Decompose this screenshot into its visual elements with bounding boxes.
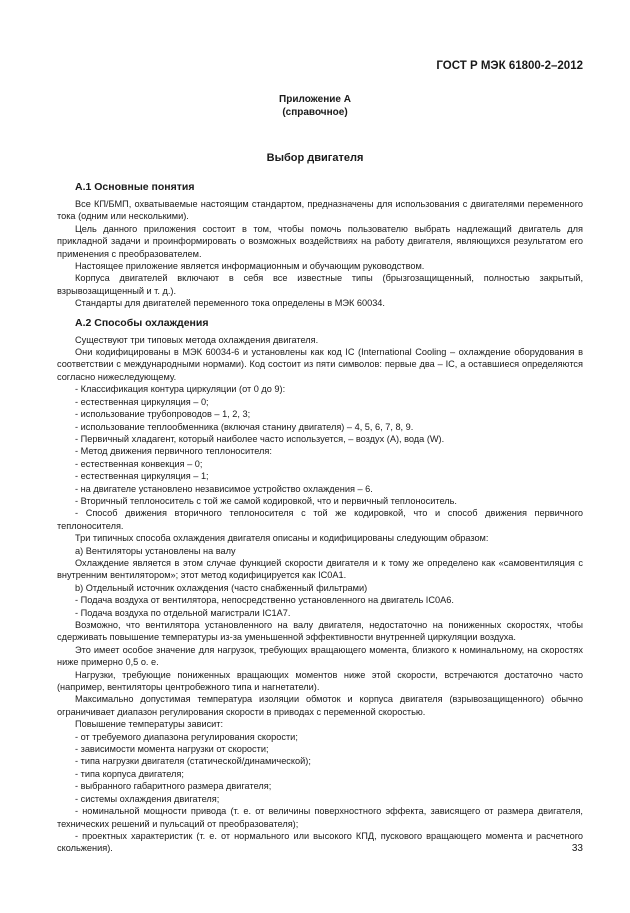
paragraph: - типа корпуса двигателя; [75, 768, 184, 779]
paragraph: - Вторичный теплоноситель с той же самой кодировкой, что и первичный теплоноситель. [75, 495, 457, 506]
paragraph: Возможно, что вентилятора установленного на валу двигателя, недостаточно на пониженных скоростях, чтобы сдерживать повышение температуры из-за уменьшенной эффективности внутренней циркуляции воздуха. [57, 620, 583, 643]
paragraph: - типа нагрузки двигателя (статической/динамической); [75, 756, 311, 767]
paragraph: - естественная циркуляция – 1; [75, 471, 209, 482]
paragraph: Существуют три типовых метода охлаждения двигателя. [75, 334, 319, 345]
paragraph: - выбранного габаритного размера двигателя; [75, 781, 272, 792]
paragraph: Стандарты для двигателей переменного тока определены в МЭК 60034. [75, 298, 385, 309]
paragraph: Охлаждение является в этом случае функцией скорости двигателя и к тому же определено как «самовентиляция с внутренним вентилятором»; этот метод кодифицируется как IC0A1. [57, 557, 583, 581]
paragraph: Максимально допустимая температура изоляции обмоток и корпуса двигателя (взрывозащищенного) обычно ограничивает диапазон регулирования скорости в приводах с переменной скоростью. [57, 694, 583, 717]
paragraph: Они кодифицированы в МЭК 60034-6 и установлены как код IC (International Cooling – охлаждение оборудования в соответствии с международными нормами). Код состоит из пяти символов: первые два – IC, а оставшиеся определяются согласно нижеследующему. [57, 347, 583, 382]
paragraph: b) Отдельный источник охлаждения (часто снабженный фильтрами) [75, 582, 368, 593]
section-heading: А.2 Способы охлаждения [75, 316, 209, 329]
document-body [57, 180, 583, 855]
paragraph: - номинальной мощности привода (т. е. от величины поверхностного эффекта, зависящего от размера двигателя, технических решений и пульсаций от преобразователя); [57, 806, 583, 829]
paragraph: - Классификация контура циркуляции (от 0 до 9): [75, 384, 286, 395]
paragraph: - использование теплообменника (включая станину двигателя) – 4, 5, 6, 7, 8, 9. [75, 421, 414, 432]
paragraph: Нагрузки, требующие пониженных вращающих моментов ниже этой скорости, встречаются достаточно часто (например, вентиляторы центробежного типа и нагнетатели). [57, 669, 583, 693]
paragraph: Три типичных способа охлаждения двигателя описаны и кодифицированы следующим образом: [75, 533, 489, 544]
paragraph: - Подача воздуха от вентилятора, непосредственно установленного на двигатель IC0A6. [75, 595, 454, 606]
paragraph: - от требуемого диапазона регулирования скорости; [75, 731, 298, 742]
paragraph: Цель данного приложения состоит в том, чтобы помочь пользователю выбрать надлежащий двигатель для прикладной задачи и проинформировать о возможных воздействиях на работу двигателя, являющихся результатом его применения с преобразователем. [57, 223, 583, 259]
annex-title: Приложение А [279, 94, 351, 105]
page-title: Выбор двигателя [266, 152, 364, 164]
document-header: ГОСТ Р МЭК 61800-2–2012 [436, 60, 583, 72]
paragraph: - естественная конвекция – 0; [75, 458, 203, 469]
paragraph: Корпуса двигателей включают в себя все известные типы (брызгозащищенный, полностью закрытый, взрывозащищенный и т. д.). [57, 273, 583, 296]
paragraph: - естественная циркуляция – 0; [75, 396, 209, 407]
section-heading: А.1 Основные понятия [75, 181, 195, 193]
paragraph: - Первичный хладагент, который наиболее часто используется, – воздух (А), вода (W). [75, 433, 445, 444]
annex-heading [0, 93, 630, 119]
paragraph: - использование трубопроводов – 1, 2, 3; [75, 409, 251, 420]
paragraph: - зависимости момента нагрузки от скорости; [75, 744, 269, 755]
paragraph: - системы охлаждения двигателя; [75, 793, 220, 804]
paragraph: - на двигателе установлено независимое устройство охлаждения – 6. [75, 483, 373, 494]
paragraph: - Подача воздуха по отдельной магистрали IC1A7. [75, 607, 291, 618]
annex-subtitle: (справочное) [282, 107, 348, 118]
paragraph: Все КП/БМП, охватываемые настоящим стандартом, предназначены для использования с двигателями переменного тока (одним или несколькими). [57, 199, 583, 222]
paragraph: - проектных характеристик (т. е. от нормального или высокого КПД, пускового вращающего момента и расчетного скольжения). [57, 830, 583, 854]
page-number: 33 [571, 843, 583, 854]
paragraph: Повышение температуры зависит: [75, 719, 224, 730]
paragraph: - Метод движения первичного теплоносителя: [75, 446, 272, 457]
paragraph: Это имеет особое значение для нагрузок, требующих вращающего момента, близкого к номинальному, на скоростях ниже примерно 0,5 о. е. [57, 644, 583, 668]
paragraph: Настоящее приложение является информационным и обучающим руководством. [75, 261, 425, 272]
paragraph: - Способ движения вторичного теплоносителя с той же кодировкой, что и способ движения первичного теплоносителя. [57, 508, 583, 531]
paragraph: а) Вентиляторы установлены на валу [75, 545, 236, 556]
